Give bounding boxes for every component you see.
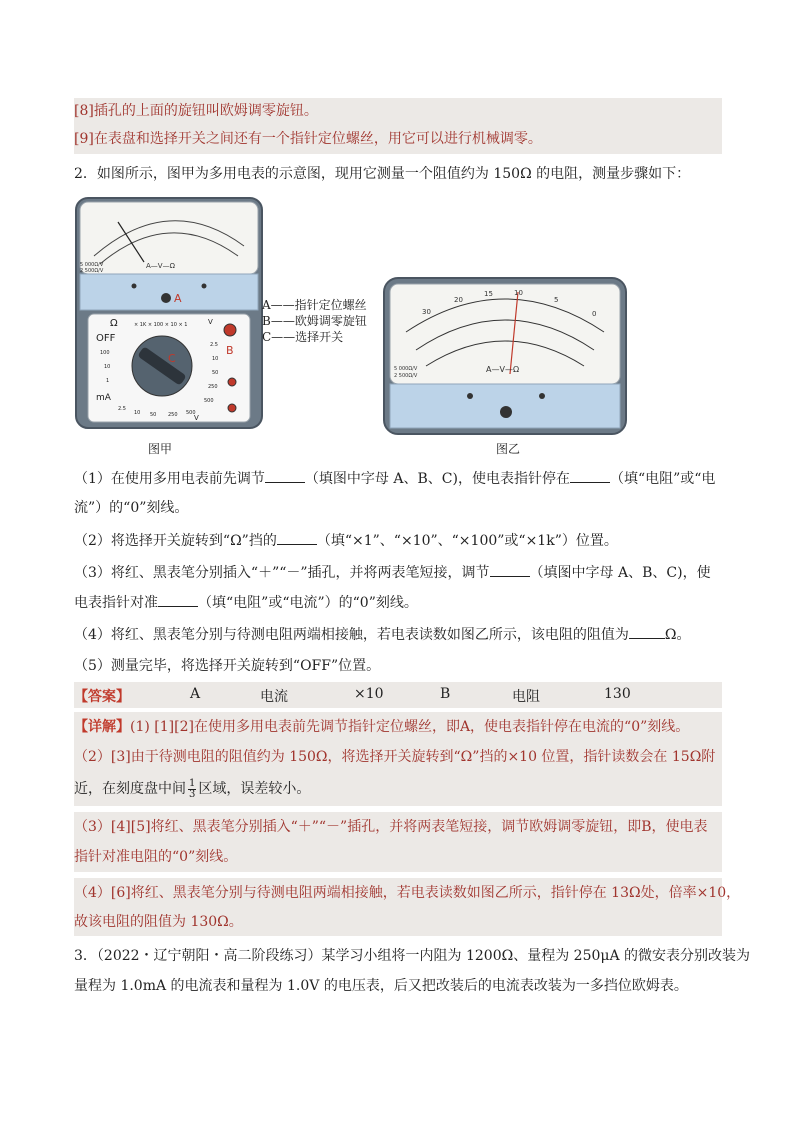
detail-line-1: 【详解】(1) [1][2]在使用多用电表前先调节指针定位螺丝，即A，使电表指针停在电流的“0”刻线。	[74, 712, 722, 742]
fig-a-bottom-tick: 250	[168, 412, 178, 418]
answer-item: 130	[604, 686, 631, 702]
fig-b-top-tick: 20	[454, 296, 463, 304]
legend-c: C——选择开关	[262, 330, 344, 344]
fig-a-bottom-tick: 50	[150, 412, 157, 418]
answer-item: B	[440, 686, 451, 702]
legend-a: A——指针定位螺丝	[262, 298, 367, 312]
fig-a-left-tick: 100	[100, 350, 110, 356]
fig-a-right-tick: 250	[208, 384, 218, 390]
fig-a-right-tick: 50	[212, 370, 219, 376]
fig-b-sens1: 5 000Ω/V	[394, 366, 418, 372]
prev-line-8: [8]插孔的上面的旋钮叫欧姆调零旋钮。	[74, 98, 722, 124]
q2-step-2: （2）将选择开关旋转到“Ω”挡的 （填“×1”、“×10”、“×100”或“×1k”）位置。	[74, 530, 722, 551]
detail-line-5: 指针对准电阻的“0”刻线。	[74, 842, 722, 872]
q3-line-2: 量程为 1.0mA 的电流表和量程为 1.0V 的电压表，后又把改装后的电流表改装为一多挡位欧姆表。	[74, 978, 688, 994]
fig-a-switch-v2: V	[194, 414, 199, 422]
q2-step-3: （3）将红、黑表笔分别插入“＋”“－”插孔，并将两表笔短接，调节 （填图中字母 A、B、C)，使	[74, 562, 722, 583]
detail-line-4: （3）[4][5]将红、黑表笔分别插入“＋”“－”插孔，并将两表笔短接，调节欧姆调零旋钮，即B，使电表	[74, 812, 722, 842]
q3-line-1: 3．（2022・辽宁朝阳・高二阶段练习）某学习小组将一内阻为 1200Ω、量程为 250μA 的微安表分别改装为	[74, 948, 751, 964]
answer-item: ×10	[354, 686, 384, 702]
fig-a-switch-ma: mA	[96, 393, 111, 403]
fraction-one-third: $\frac{1}{3}$	[189, 777, 196, 800]
fig-a-left-tick: 10	[104, 364, 111, 370]
fig-a-switch-ohm: Ω	[110, 318, 118, 329]
figure-meter-dial	[382, 276, 628, 436]
answer-blank[interactable]	[490, 562, 530, 577]
fig-b-top-tick: 10	[514, 289, 523, 297]
fig-a-switch-off: OFF	[96, 333, 116, 344]
fig-a-switch-range: × 1K × 100 × 10 × 1	[134, 322, 188, 328]
fig-a-bottom-tick: 500	[186, 410, 196, 416]
answer-item: A	[190, 686, 201, 702]
fig-b-dial-text: A—V—Ω	[486, 365, 520, 374]
fig-b-top-tick: 30	[422, 308, 431, 316]
fig-b-top-tick: 0	[592, 310, 597, 318]
detail-line-6: （4）[6]将红、黑表笔分别与待测电阻两端相接触，若电表读数如图乙所示，指针停在 13Ω处，倍率×10，	[74, 878, 722, 908]
q2-step-3-cont: 电表指针对准 （填“电阻”或“电流”）的“0”刻线。	[74, 592, 722, 613]
fig-a-bottom-tick: 10	[134, 410, 141, 416]
q2-step-5: （5）测量完毕，将选择开关旋转到“OFF”位置。	[74, 658, 381, 674]
fig-a-label-c: C	[168, 352, 176, 365]
answer-blank[interactable]	[570, 468, 610, 483]
answer-row	[74, 682, 722, 708]
fig-a-label-b: B	[226, 344, 234, 357]
fig-a-switch-v: V	[208, 318, 213, 326]
q2-step-1: （1）在使用多用电表前先调节 （填图中字母 A、B、C)，使电表指针停在 （填“电阻”或“电	[74, 468, 722, 489]
detail-line-7: 故该电阻的阻值为 130Ω。	[74, 908, 722, 936]
fig-a-right-tick: 500	[204, 398, 214, 404]
detail-line-3: 近，在刻度盘中间 $\frac{1}{3}$ 区域，误差较小。	[74, 772, 722, 806]
figure-multimeter	[74, 196, 264, 436]
answer-item: 电阻	[512, 689, 540, 705]
q2-step-1-cont: 流”）的“0”刻线。	[74, 500, 189, 516]
fig-a-label-a: A	[174, 292, 182, 305]
fig-b-top-tick: 15	[484, 290, 493, 298]
fig-b-sens2: 2 500Ω/V	[394, 373, 418, 379]
fig-a-caption: 图甲	[148, 442, 173, 456]
answer-blank[interactable]	[629, 624, 665, 639]
fig-b-top-tick: 5	[554, 296, 559, 304]
fig-b-caption: 图乙	[496, 442, 521, 456]
fig-a-sens1: 5 000Ω/V	[80, 262, 104, 268]
fig-a-left-tick: 1	[106, 378, 110, 384]
answer-item: 电流	[260, 689, 288, 705]
fig-a-bottom-tick: 2.5	[118, 406, 126, 412]
fig-a-dial-text: A—V—Ω	[146, 262, 175, 270]
prev-line-9: [9]在表盘和选择开关之间还有一个指针定位螺丝，用它可以进行机械调零。	[74, 124, 722, 154]
answer-blank[interactable]	[277, 530, 317, 545]
q2-stem: 2．如图所示，图甲为多用电表的示意图，现用它测量一个阻值约为 150Ω 的电阻，测量步骤如下：	[74, 166, 691, 182]
fig-a-sens2: 2 500Ω/V	[80, 268, 104, 274]
fig-a-right-tick: 10	[212, 356, 219, 362]
answer-blank[interactable]	[158, 592, 198, 607]
detail-line-2: （2）[3]由于待测电阻的阻值约为 150Ω，将选择开关旋转到“Ω”挡的×10 位置，指针读数会在 15Ω附	[74, 742, 722, 772]
legend-b: B——欧姆调零旋钮	[262, 314, 367, 328]
fig-a-right-tick: 2.5	[210, 342, 218, 348]
answer-label: 【答案】	[74, 689, 130, 705]
q2-step-4: （4）将红、黑表笔分别与待测电阻两端相接触，若电表读数如图乙所示，该电阻的阻值为 Ω。	[74, 624, 722, 645]
answer-blank[interactable]	[265, 468, 305, 483]
